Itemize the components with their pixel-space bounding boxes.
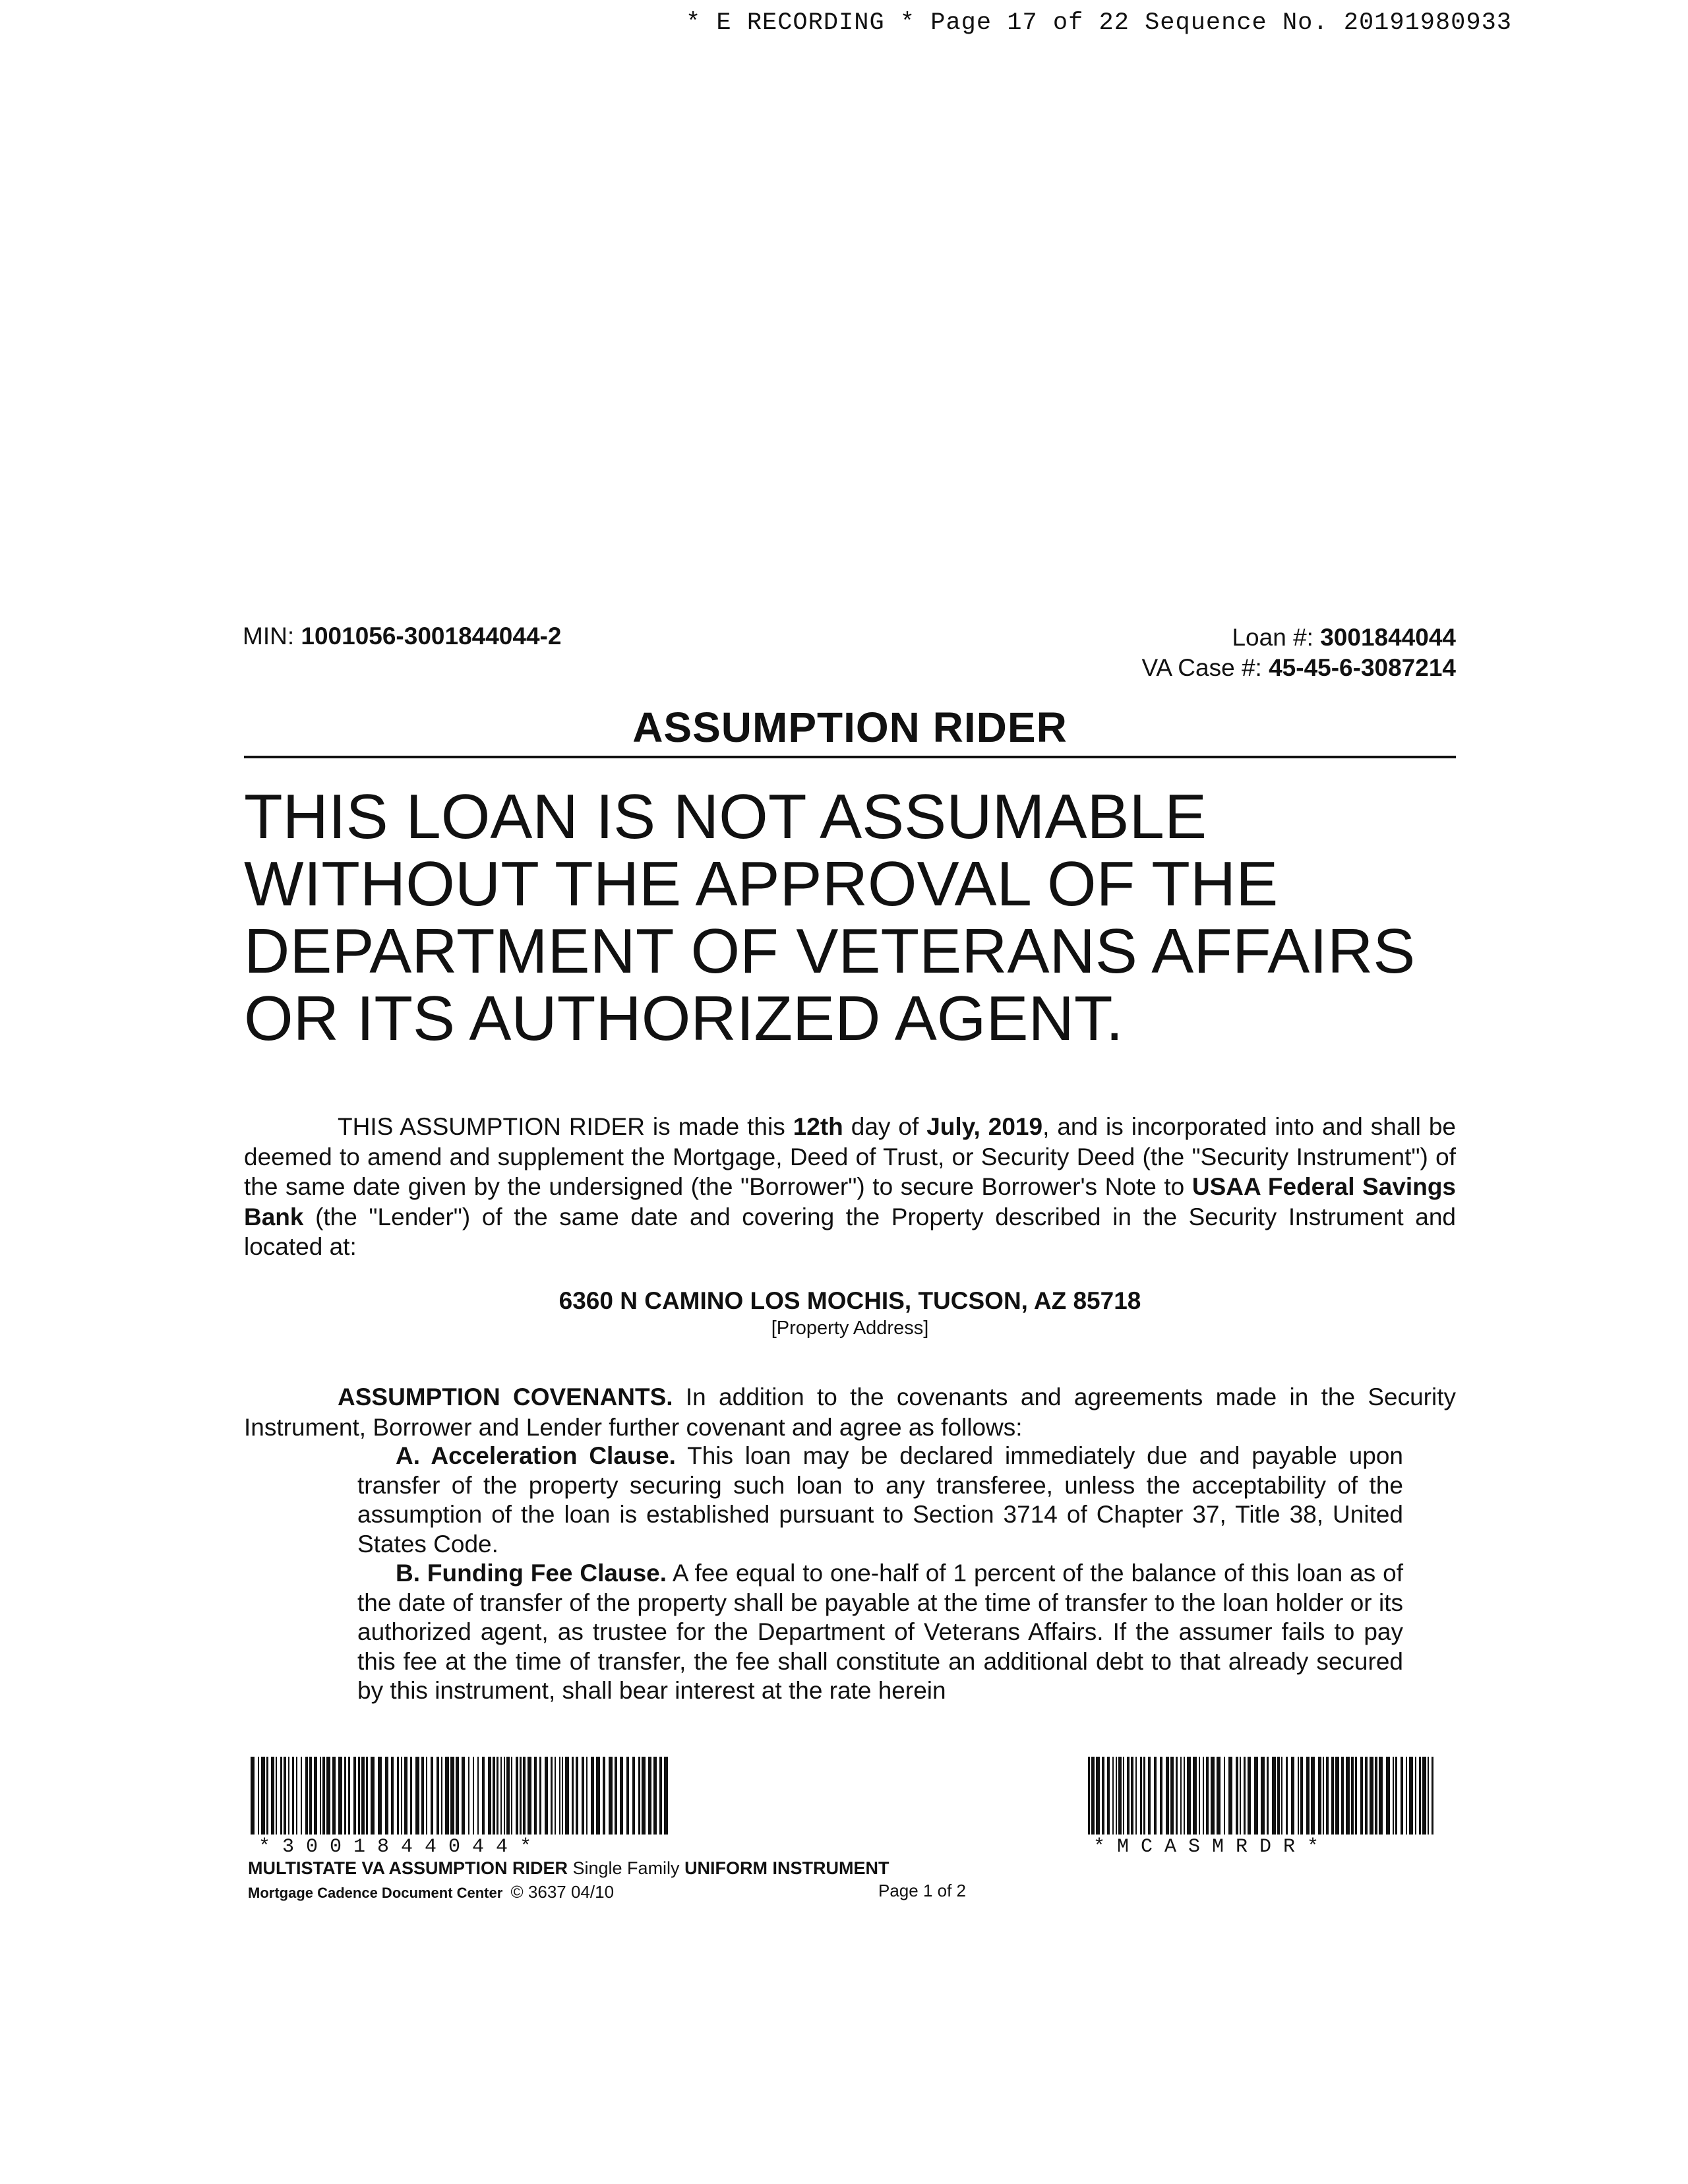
barcode-bar	[528, 1757, 531, 1835]
barcode-bar	[1166, 1757, 1169, 1835]
barcode-bar	[445, 1757, 449, 1835]
barcode-bar	[344, 1757, 346, 1835]
barcode-bar	[626, 1757, 629, 1835]
loan-barcode-text: * 3 0 0 1 8 4 4 0 4 4 *	[258, 1836, 532, 1858]
barcode-bar	[1311, 1757, 1315, 1835]
barcode-bar	[1140, 1757, 1142, 1835]
barcode-bar	[371, 1757, 375, 1835]
barcode-bar	[473, 1757, 474, 1835]
barcode-bar	[1236, 1757, 1238, 1835]
barcode-bar	[1306, 1757, 1310, 1835]
barcode-bar	[620, 1757, 623, 1835]
barcode-bar	[1244, 1757, 1246, 1835]
loan-label: Loan #:	[1232, 624, 1321, 651]
loan-number	[1141, 622, 1456, 653]
barcode-bar	[1298, 1757, 1299, 1835]
barcode-bar	[523, 1757, 526, 1835]
intro-text-4: (the "Lender") of the same date and covering the Property described in the Security Instrument and located at:	[244, 1203, 1456, 1260]
loan-barcode	[251, 1757, 673, 1835]
funding-fee-clause	[357, 1559, 1403, 1706]
barcode-bar	[1107, 1757, 1110, 1835]
loan-identifiers	[1141, 622, 1456, 683]
barcode-bar	[1199, 1757, 1200, 1835]
barcode-bar	[1160, 1757, 1162, 1835]
barcode-bar	[1375, 1757, 1377, 1835]
barcode-bar	[1088, 1757, 1090, 1835]
barcode-bar	[1127, 1757, 1130, 1835]
assumption-warning: THIS LOAN IS NOT ASSUMABLE WITHOUT THE APPROVAL OF THE DEPARTMENT OF VETERANS AFFAIRS OR ITS AUTHORIZED AGENT.	[244, 781, 1416, 1054]
barcode-bar	[1148, 1757, 1151, 1835]
page-number: Page 1 of 2	[878, 1881, 966, 1900]
barcode-bar	[562, 1757, 563, 1835]
barcode-bar	[596, 1757, 600, 1835]
barcode-bar	[1118, 1757, 1122, 1835]
va-case-label: VA Case #:	[1141, 654, 1269, 681]
barcode-bar	[353, 1757, 356, 1835]
rider-date: July, 2019	[926, 1113, 1043, 1140]
barcode-bar	[511, 1757, 512, 1835]
barcode-bar	[1355, 1757, 1357, 1835]
barcode-bar	[1341, 1757, 1344, 1835]
barcode-bar	[431, 1757, 433, 1835]
intro-paragraph	[244, 1112, 1456, 1262]
barcode-bar	[477, 1757, 479, 1835]
barcode-bar	[1277, 1757, 1280, 1835]
barcode-bar	[261, 1757, 265, 1835]
barcode-bar	[456, 1757, 459, 1835]
barcode-bar	[397, 1757, 399, 1835]
form-code: © 3637 04/10	[510, 1882, 615, 1902]
va-case-value: 45-45-6-3087214	[1269, 654, 1456, 681]
barcode-bar	[322, 1757, 325, 1835]
document-title: ASSUMPTION RIDER	[632, 704, 1068, 751]
min-number	[243, 622, 561, 650]
barcode-bar	[1170, 1757, 1174, 1835]
barcode-bar	[1300, 1757, 1303, 1835]
form-barcode-text: * M C A S M R D R *	[1093, 1836, 1319, 1858]
va-case-number	[1141, 653, 1456, 683]
barcode-bar	[1360, 1757, 1363, 1835]
barcode-bar	[500, 1757, 502, 1835]
barcode-bar	[1116, 1757, 1117, 1835]
property-address-caption: [Property Address]	[771, 1318, 929, 1339]
funding-fee-clause-heading: B. Funding Fee Clause.	[396, 1560, 667, 1587]
barcode-bar	[1206, 1757, 1209, 1835]
barcode-bar	[1323, 1757, 1324, 1835]
barcode-bar	[361, 1757, 365, 1835]
barcode-bar	[555, 1757, 556, 1835]
barcode-bar	[1409, 1757, 1413, 1835]
barcode-bar	[664, 1757, 668, 1835]
barcode-bar	[1228, 1757, 1232, 1835]
covenants-heading: ASSUMPTION COVENANTS.	[338, 1383, 673, 1410]
barcode-bar	[441, 1757, 442, 1835]
barcode-bar	[488, 1757, 491, 1835]
barcode-bar	[516, 1757, 518, 1835]
barcode-bar	[1184, 1757, 1185, 1835]
barcode-bar	[559, 1757, 560, 1835]
barcode-bar	[591, 1757, 594, 1835]
barcode-bar	[314, 1757, 317, 1835]
barcode-bar	[1267, 1757, 1269, 1835]
barcode-bar	[1370, 1757, 1373, 1835]
barcode-bar	[576, 1757, 578, 1835]
property-address: 6360 N CAMINO LOS MOCHIS, TUCSON, AZ 85718	[558, 1287, 1141, 1314]
barcode-bar	[1428, 1757, 1429, 1835]
barcode-bar	[462, 1757, 465, 1835]
barcode-bar	[258, 1757, 259, 1835]
barcode-bar	[1335, 1757, 1339, 1835]
barcode-bar	[609, 1757, 613, 1835]
barcode-bar	[305, 1757, 308, 1835]
barcode-bar	[506, 1757, 510, 1835]
form-barcode	[1088, 1757, 1437, 1835]
barcode-bar	[1135, 1757, 1137, 1835]
barcode-bar	[1203, 1757, 1204, 1835]
barcode-bar	[288, 1757, 289, 1835]
loan-value: 3001844044	[1320, 624, 1456, 651]
barcode-bar	[493, 1757, 495, 1835]
barcode-bar	[1346, 1757, 1350, 1835]
barcode-bar	[366, 1757, 368, 1835]
barcode-bar	[1193, 1757, 1197, 1835]
barcode-bar	[520, 1757, 522, 1835]
covenants-text: In addition to the covenants and agreements made in the Security Instrument, Borrower and Lender further covenant and agree as follows:	[244, 1383, 1456, 1441]
recording-header: * E RECORDING * Page 17 of 22 Sequence No. 20191980933	[686, 9, 1512, 37]
rider-day: 12th	[793, 1113, 843, 1140]
barcode-bar	[271, 1757, 274, 1835]
barcode-bar	[301, 1757, 302, 1835]
barcode-bar	[504, 1757, 505, 1835]
barcode-bar	[1422, 1757, 1426, 1835]
funding-fee-clause-text: A fee equal to one-half of 1 percent of the balance of this loan as of the date of transfer of the property shall be payable at the time of transfer to the loan holder or its authorized agent, as trustee for the Department of Veterans Affairs. If the assumer fails to pay this fee at the time of transfer, the fee shall constitute an additional debt to that already secured by this instrument, shall bear interest at the rate herein	[357, 1560, 1403, 1704]
barcode-bar	[648, 1757, 651, 1835]
barcode-bar	[1154, 1757, 1157, 1835]
barcode-bar	[1395, 1757, 1397, 1835]
barcode-bar	[603, 1757, 605, 1835]
acceleration-clause-text: This loan may be declared immediately due and payable upon transfer of the property securing such loan to any transferee, unless the acceptability of the assumption of the loan is established pursuant to Section 3714 of Chapter 37, Title 38, United States Code.	[357, 1442, 1403, 1558]
barcode-bar	[565, 1757, 569, 1835]
form-title-part-2: Single Family	[572, 1858, 685, 1878]
barcode-bar	[1217, 1757, 1221, 1835]
barcode-bar	[251, 1757, 255, 1835]
barcode-bar	[1351, 1757, 1354, 1835]
barcode-bar	[1254, 1757, 1258, 1835]
barcode-bar	[266, 1757, 268, 1835]
barcode-bar	[1401, 1757, 1403, 1835]
intro-text-1: THIS ASSUMPTION RIDER is made this	[338, 1113, 793, 1140]
barcode-bar	[1123, 1757, 1124, 1835]
barcode-bar	[1187, 1757, 1191, 1835]
barcode-bar	[582, 1757, 584, 1835]
barcode-bar	[391, 1757, 394, 1835]
barcode-bar	[385, 1757, 388, 1835]
form-title-part-1: MULTISTATE VA ASSUMPTION RIDER	[248, 1858, 573, 1878]
barcode-bar	[551, 1757, 553, 1835]
barcode-bar	[642, 1757, 646, 1835]
acceleration-clause-heading: A. Acceleration Clause.	[396, 1442, 676, 1469]
barcode-bar	[401, 1757, 402, 1835]
barcode-bar	[482, 1757, 485, 1835]
barcode-bar	[309, 1757, 312, 1835]
barcode-bar	[1379, 1757, 1383, 1835]
form-vendor: Mortgage Cadence Document Center	[248, 1885, 503, 1901]
barcode-bar	[1318, 1757, 1321, 1835]
barcode-bar	[1091, 1757, 1095, 1835]
barcode-bar	[1281, 1757, 1282, 1835]
barcode-bar	[534, 1757, 537, 1835]
barcode-bar	[410, 1757, 412, 1835]
barcode-bar	[1176, 1757, 1178, 1835]
barcode-bar	[632, 1757, 635, 1835]
form-title-part-3: UNIFORM INSTRUMENT	[684, 1858, 889, 1878]
barcode-bar	[421, 1757, 424, 1835]
barcode-bar	[338, 1757, 342, 1835]
min-value: 1001056-3001844044-2	[301, 622, 562, 650]
barcode-bar	[1415, 1757, 1416, 1835]
barcode-bar	[1386, 1757, 1390, 1835]
barcode-bar	[1272, 1757, 1276, 1835]
barcode-bar	[615, 1757, 617, 1835]
barcode-bar	[296, 1757, 297, 1835]
barcode-bar	[638, 1757, 640, 1835]
barcode-bar	[1143, 1757, 1145, 1835]
barcode-bar	[378, 1757, 382, 1835]
barcode-bar	[1432, 1757, 1433, 1835]
barcode-bar	[1261, 1757, 1265, 1835]
covenants-paragraph	[244, 1382, 1456, 1442]
barcode-bar	[1365, 1757, 1368, 1835]
barcode-bar	[653, 1757, 657, 1835]
form-vendor-line	[248, 1882, 614, 1902]
barcode-bar	[1286, 1757, 1288, 1835]
barcode-bar	[1211, 1757, 1215, 1835]
lender-name: USAA Federal Savings Bank	[244, 1173, 1456, 1230]
title-rule	[244, 756, 1456, 758]
barcode-bar	[659, 1757, 662, 1835]
barcode-bar	[284, 1757, 286, 1835]
barcode-bar	[437, 1757, 439, 1835]
barcode-bar	[539, 1757, 541, 1835]
barcode-bar	[1112, 1757, 1114, 1835]
barcode-bar	[450, 1757, 454, 1835]
intro-text-2: day of	[843, 1113, 927, 1140]
intro-text-3: , and is incorporated into and shall be deemed to amend and supplement the Mortgage, Deed of Trust, or Security Deed (the "Security Instrument") of the same date given by the undersigned (the "Borrower") to secure Borrower's Note to	[244, 1113, 1456, 1200]
barcode-bar	[1102, 1757, 1104, 1835]
barcode-bar	[1291, 1757, 1294, 1835]
barcode-bar	[1096, 1757, 1100, 1835]
barcode-bar	[404, 1757, 407, 1835]
barcode-bar	[1131, 1757, 1133, 1835]
barcode-bar	[415, 1757, 419, 1835]
barcode-bar	[426, 1757, 427, 1835]
form-title	[248, 1858, 889, 1879]
barcode-bar	[497, 1757, 498, 1835]
barcode-bar	[1393, 1757, 1394, 1835]
barcode-bar	[358, 1757, 360, 1835]
barcode-bar	[1248, 1757, 1251, 1835]
barcode-bar	[1180, 1757, 1182, 1835]
barcode-bar	[348, 1757, 350, 1835]
barcode-bar	[292, 1757, 294, 1835]
barcode-bar	[320, 1757, 321, 1835]
acceleration-clause	[357, 1441, 1403, 1559]
barcode-bar	[545, 1757, 548, 1835]
barcode-bar	[1331, 1757, 1334, 1835]
barcode-bar	[280, 1757, 282, 1835]
barcode-bar	[1224, 1757, 1225, 1835]
barcode-bar	[572, 1757, 574, 1835]
min-label: MIN:	[243, 622, 301, 650]
barcode-bar	[1419, 1757, 1421, 1835]
barcode-bar	[468, 1757, 469, 1835]
barcode-bar	[1406, 1757, 1407, 1835]
barcode-bar	[1326, 1757, 1329, 1835]
barcode-bar	[332, 1757, 336, 1835]
barcode-bar	[276, 1757, 277, 1835]
barcode-bar	[586, 1757, 588, 1835]
barcode-bar	[1240, 1757, 1241, 1835]
barcode-bar	[326, 1757, 330, 1835]
